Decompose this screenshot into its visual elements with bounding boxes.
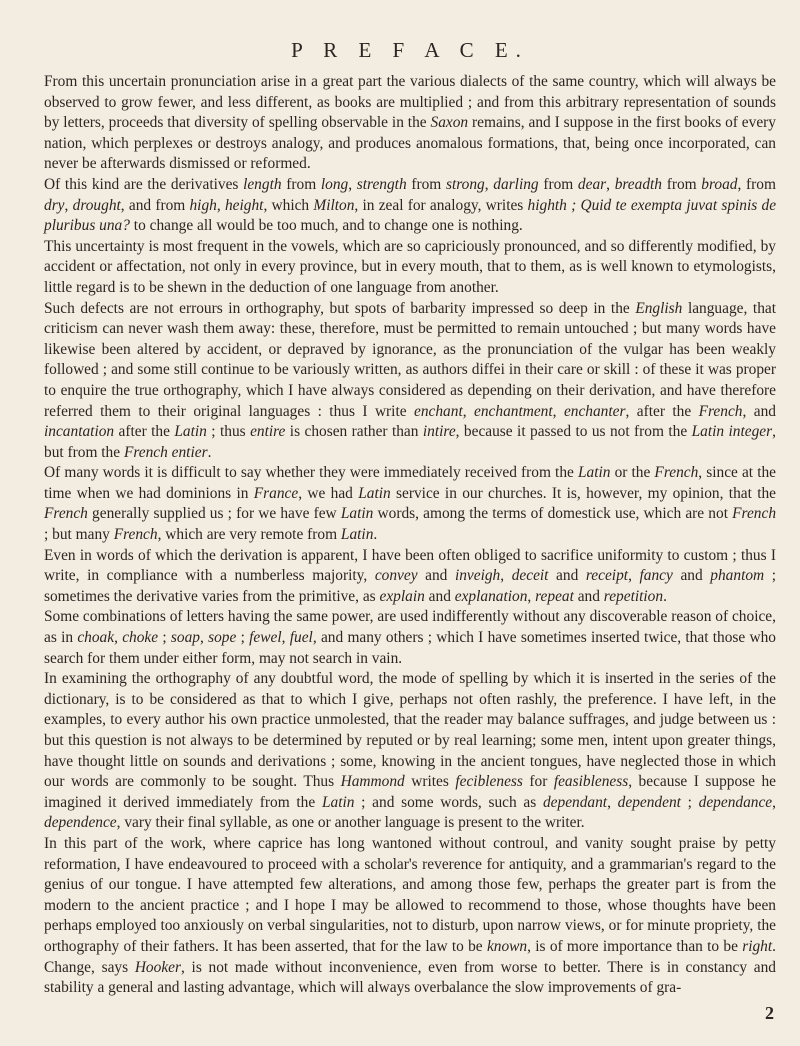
text-run: , <box>216 196 225 214</box>
text-run: , <box>628 567 640 585</box>
italic-run: receipt <box>585 567 629 585</box>
paragraph <box>44 607 776 669</box>
italic-run: strong <box>445 175 485 193</box>
italic-run: dependence <box>44 814 117 832</box>
paragraph <box>44 546 776 608</box>
italic-run: choke <box>122 629 159 647</box>
text-run: to change all would be too much, and to change one is nothing. <box>129 217 523 235</box>
italic-run: phantom <box>710 567 765 585</box>
italic-run: fecibleness <box>455 773 523 791</box>
italic-run: intire <box>422 423 456 441</box>
italic-run: Latin <box>340 505 374 523</box>
text-run: and <box>573 587 604 605</box>
text-run: generally supplied us ; for we have few <box>87 505 341 523</box>
italic-run: fuel <box>289 629 313 647</box>
text-run: remains, and I suppose in the first books of every nation, which perplexes or destroys analogy, and produces anomalous formations, that, being once incorporated, can never be afterwards dismissed or reformed. <box>44 114 776 173</box>
text-run: and <box>424 587 455 605</box>
text-run: ; <box>680 793 699 811</box>
text-run: From this uncertain pronunciation arise in a great part the various dialects of the same country, which will always be observed to grow fewer, and less different, as books are multiplied ; and from this arbitrary representation of sounds by letters, proceeds that diversity of spelling observable in the <box>44 73 776 132</box>
text-run: , <box>607 793 618 811</box>
signature-mark: 2 <box>765 1003 774 1023</box>
text-run: Even in words of which the derivation is apparent, I have been often obliged to sacrifice uniformity to custom ; thus I write, in compliance with a numberless majority, <box>44 546 776 585</box>
text-run: . Change, says <box>44 937 777 976</box>
italic-run: convey <box>374 567 418 585</box>
italic-run: entire <box>250 423 286 441</box>
italic-run: fewel <box>249 629 282 647</box>
text-run: ; thus <box>206 423 251 441</box>
text-run: , <box>500 567 512 585</box>
text-run: ; <box>236 629 250 647</box>
text-run: , because I suppose he imagined it derived immediately from the <box>44 773 776 811</box>
text-run: , and <box>742 402 776 420</box>
text-run: from <box>538 175 578 193</box>
italic-run: strength <box>356 175 407 193</box>
italic-run: deceit <box>511 567 549 585</box>
italic-run: Latin integer <box>691 423 773 441</box>
italic-run: sope <box>208 629 237 647</box>
italic-run: long <box>320 175 349 193</box>
text-run: , <box>772 793 776 811</box>
text-run: or the <box>610 464 655 482</box>
italic-run: enchantment <box>474 402 553 420</box>
italic-run: French <box>44 505 88 523</box>
italic-run: inveigh <box>454 567 501 585</box>
italic-run: darling <box>493 175 539 193</box>
italic-run: Latin <box>321 793 355 811</box>
paragraph <box>44 72 776 175</box>
text-run: , <box>484 175 494 193</box>
text-run: Of this kind are the derivatives <box>44 175 244 193</box>
italic-run: broad <box>701 175 738 193</box>
italic-run: French <box>654 464 699 482</box>
italic-run: soap <box>170 629 200 647</box>
text-run: and <box>417 567 455 585</box>
text-run: ; but many <box>44 526 114 544</box>
text-run: , is not made without inconvenience, even from worse to better. There is in constancy and stability a general and lasting advantage, which will always overbalance the slow improvements of gra- <box>44 958 776 997</box>
text-run: . <box>373 526 378 544</box>
italic-run: repetition <box>603 587 664 605</box>
text-run: Of many words it is difficult to say whether they were immediately received from the <box>44 464 578 482</box>
text-run: from <box>281 175 321 193</box>
italic-run: dependent <box>617 793 681 811</box>
text-run: after the <box>114 423 175 441</box>
italic-run: explain <box>379 587 425 605</box>
paragraph <box>44 669 776 834</box>
italic-run: known <box>486 937 528 955</box>
text-run: . <box>663 587 667 605</box>
text-run: , since at the time when we had dominions in <box>44 464 776 502</box>
text-run: , <box>114 629 123 647</box>
text-run: ; and some words, such as <box>354 793 543 811</box>
paragraph <box>44 237 776 299</box>
page-heading: P R E F A C E. <box>291 38 529 62</box>
text-run: , <box>199 629 209 647</box>
text-run: This uncertainty is most frequent in the vowels, which are so capriciously pronounced, and so differently modified, by accident or affectation, not only in every province, but in every mouth, that to them, as is well known to etymologists, little regard is to be shewn in the deduction of one language from another. <box>44 237 776 296</box>
italic-run: drought <box>72 196 121 214</box>
paragraph <box>44 299 776 464</box>
text-run: , and many others ; which I have sometimes inserted twice, that those who search for them under either form, may not search in vain. <box>44 629 777 667</box>
italic-run: enchanter <box>563 402 626 420</box>
text-run: , we had <box>298 484 359 502</box>
italic-run: Hooker <box>134 958 181 976</box>
italic-run: Latin <box>174 423 207 441</box>
italic-run: feasibleness <box>553 773 629 791</box>
text-run: and <box>548 567 586 585</box>
text-run: , from <box>737 175 776 193</box>
text-run: In examining the orthography of any doubtful word, the mode of spelling by which it is inserted in the series of the dictionary, is to be considered as that to which I give, perhaps not often rashly, the preference. I have left, in the examples, to every author his own practice unmolested, that the reader may balance suffrages, and judge between us : but this question is not always to be determined by reputed or by real learning; some men, intent upon greater things, have thought little on sounds and derivations ; some, knowing in the ancient tongues, have neglected those in which our words are commonly to be sought. Thus <box>44 670 776 791</box>
italic-run: highth ; Quid te exempta juvat spinis de pluribus una? <box>44 196 777 235</box>
text-run: from <box>406 175 446 193</box>
italic-run: length <box>243 175 282 193</box>
paragraph <box>44 463 776 545</box>
text-run: Some combinations of letters having the same power, are used indifferently without any discoverable reason of choice, as in <box>44 608 776 647</box>
italic-run: breadth <box>614 175 662 193</box>
text-run: , but from the <box>44 423 776 461</box>
body-text <box>44 72 776 999</box>
text-run: Such defects are not errours in orthography, but spots of barbarity impressed so deep in the <box>44 299 636 317</box>
text-run: , because it passed to us not from the <box>455 423 692 441</box>
italic-run: Latin <box>577 464 611 482</box>
text-run: for <box>522 773 554 791</box>
text-run: , which <box>263 196 314 214</box>
italic-run: repeat <box>535 587 574 605</box>
text-run: , in zeal for analogy, writes <box>354 196 528 214</box>
italic-run: Saxon <box>430 114 469 132</box>
italic-run: Hammond <box>340 773 405 791</box>
italic-run: incantation <box>44 423 115 441</box>
text-run: , <box>348 175 357 193</box>
text-run: , is of more importance than to be <box>527 937 743 955</box>
italic-run: dry <box>44 196 65 214</box>
text-run: , <box>552 402 564 420</box>
italic-run: dear <box>577 175 607 193</box>
text-run: . <box>207 443 212 461</box>
text-run: , <box>606 175 615 193</box>
italic-run: Latin <box>358 484 391 502</box>
paragraph <box>44 834 776 999</box>
italic-run: French <box>732 505 777 523</box>
text-run: from <box>662 175 702 193</box>
italic-run: French <box>698 402 743 420</box>
text-run: , <box>281 629 290 647</box>
text-run: ; <box>158 629 171 647</box>
italic-run: choak <box>77 629 115 647</box>
italic-run: France <box>253 484 299 502</box>
italic-run: French entier <box>123 443 208 461</box>
italic-run: dependance <box>698 793 773 811</box>
text-run: ; sometimes the derivative varies from the primitive, as <box>44 567 777 605</box>
text-run: , vary their final syllable, as one or another language is present to the writer. <box>116 814 585 832</box>
text-run: and <box>672 567 711 585</box>
italic-run: English <box>635 299 683 317</box>
italic-run: fancy <box>639 567 673 585</box>
text-run: writes <box>404 773 456 791</box>
italic-run: dependant <box>542 793 608 811</box>
italic-run: height <box>224 196 264 214</box>
text-run: , after the <box>625 402 699 420</box>
italic-run: enchant <box>414 402 463 420</box>
text-run: language, that criticism can never wash them away: these, therefore, must be permitted to remain untouched ; but many words have likewise been altered by accident, or depraved by ignorance, as the pronunciation of the vulgar has been weakly followed ; and some still continue to be variously written, as authors diffei in their care or skill : of these it was proper to enquire the true orthography, which I have always considered as depending on their derivation, and have therefore referred them to their original languages : thus I write <box>44 299 776 420</box>
text-run: words, among the terms of domestick use, which are not <box>373 505 733 523</box>
text-run: , <box>462 402 475 420</box>
italic-run: Milton <box>313 196 355 214</box>
text-run: is chosen rather than <box>285 423 423 441</box>
italic-run: high <box>189 196 217 214</box>
italic-run: Latin <box>340 526 374 544</box>
italic-run: right <box>742 937 773 955</box>
paragraph <box>44 175 776 237</box>
text-run: , <box>64 196 73 214</box>
text-run: service in our churches. It is, however, my opinion, that the <box>390 484 777 502</box>
text-run: , which are very remote from <box>157 526 341 544</box>
text-run: , and from <box>120 196 190 214</box>
italic-run: explanation <box>454 587 528 605</box>
italic-run: French <box>113 526 158 544</box>
text-run: , <box>527 587 536 605</box>
text-run: In this part of the work, where caprice has long wantoned without controul, and vanity sought praise by petty reformation, I have endeavoured to proceed with a scholar's reverence for antiquity, and a grammarian's regard to the genius of our tongue. I have attempted few alterations, and among those few, perhaps the greater part is from the modern to the ancient practice ; and I hope I may be allowed to recommend to those, whose thoughts have been perhaps employed too anxiously on verbal singularities, not to disturb, upon narrow views, or for minute propriety, the orthography of their fathers. It has been asserted, that for the law to be <box>44 834 776 955</box>
